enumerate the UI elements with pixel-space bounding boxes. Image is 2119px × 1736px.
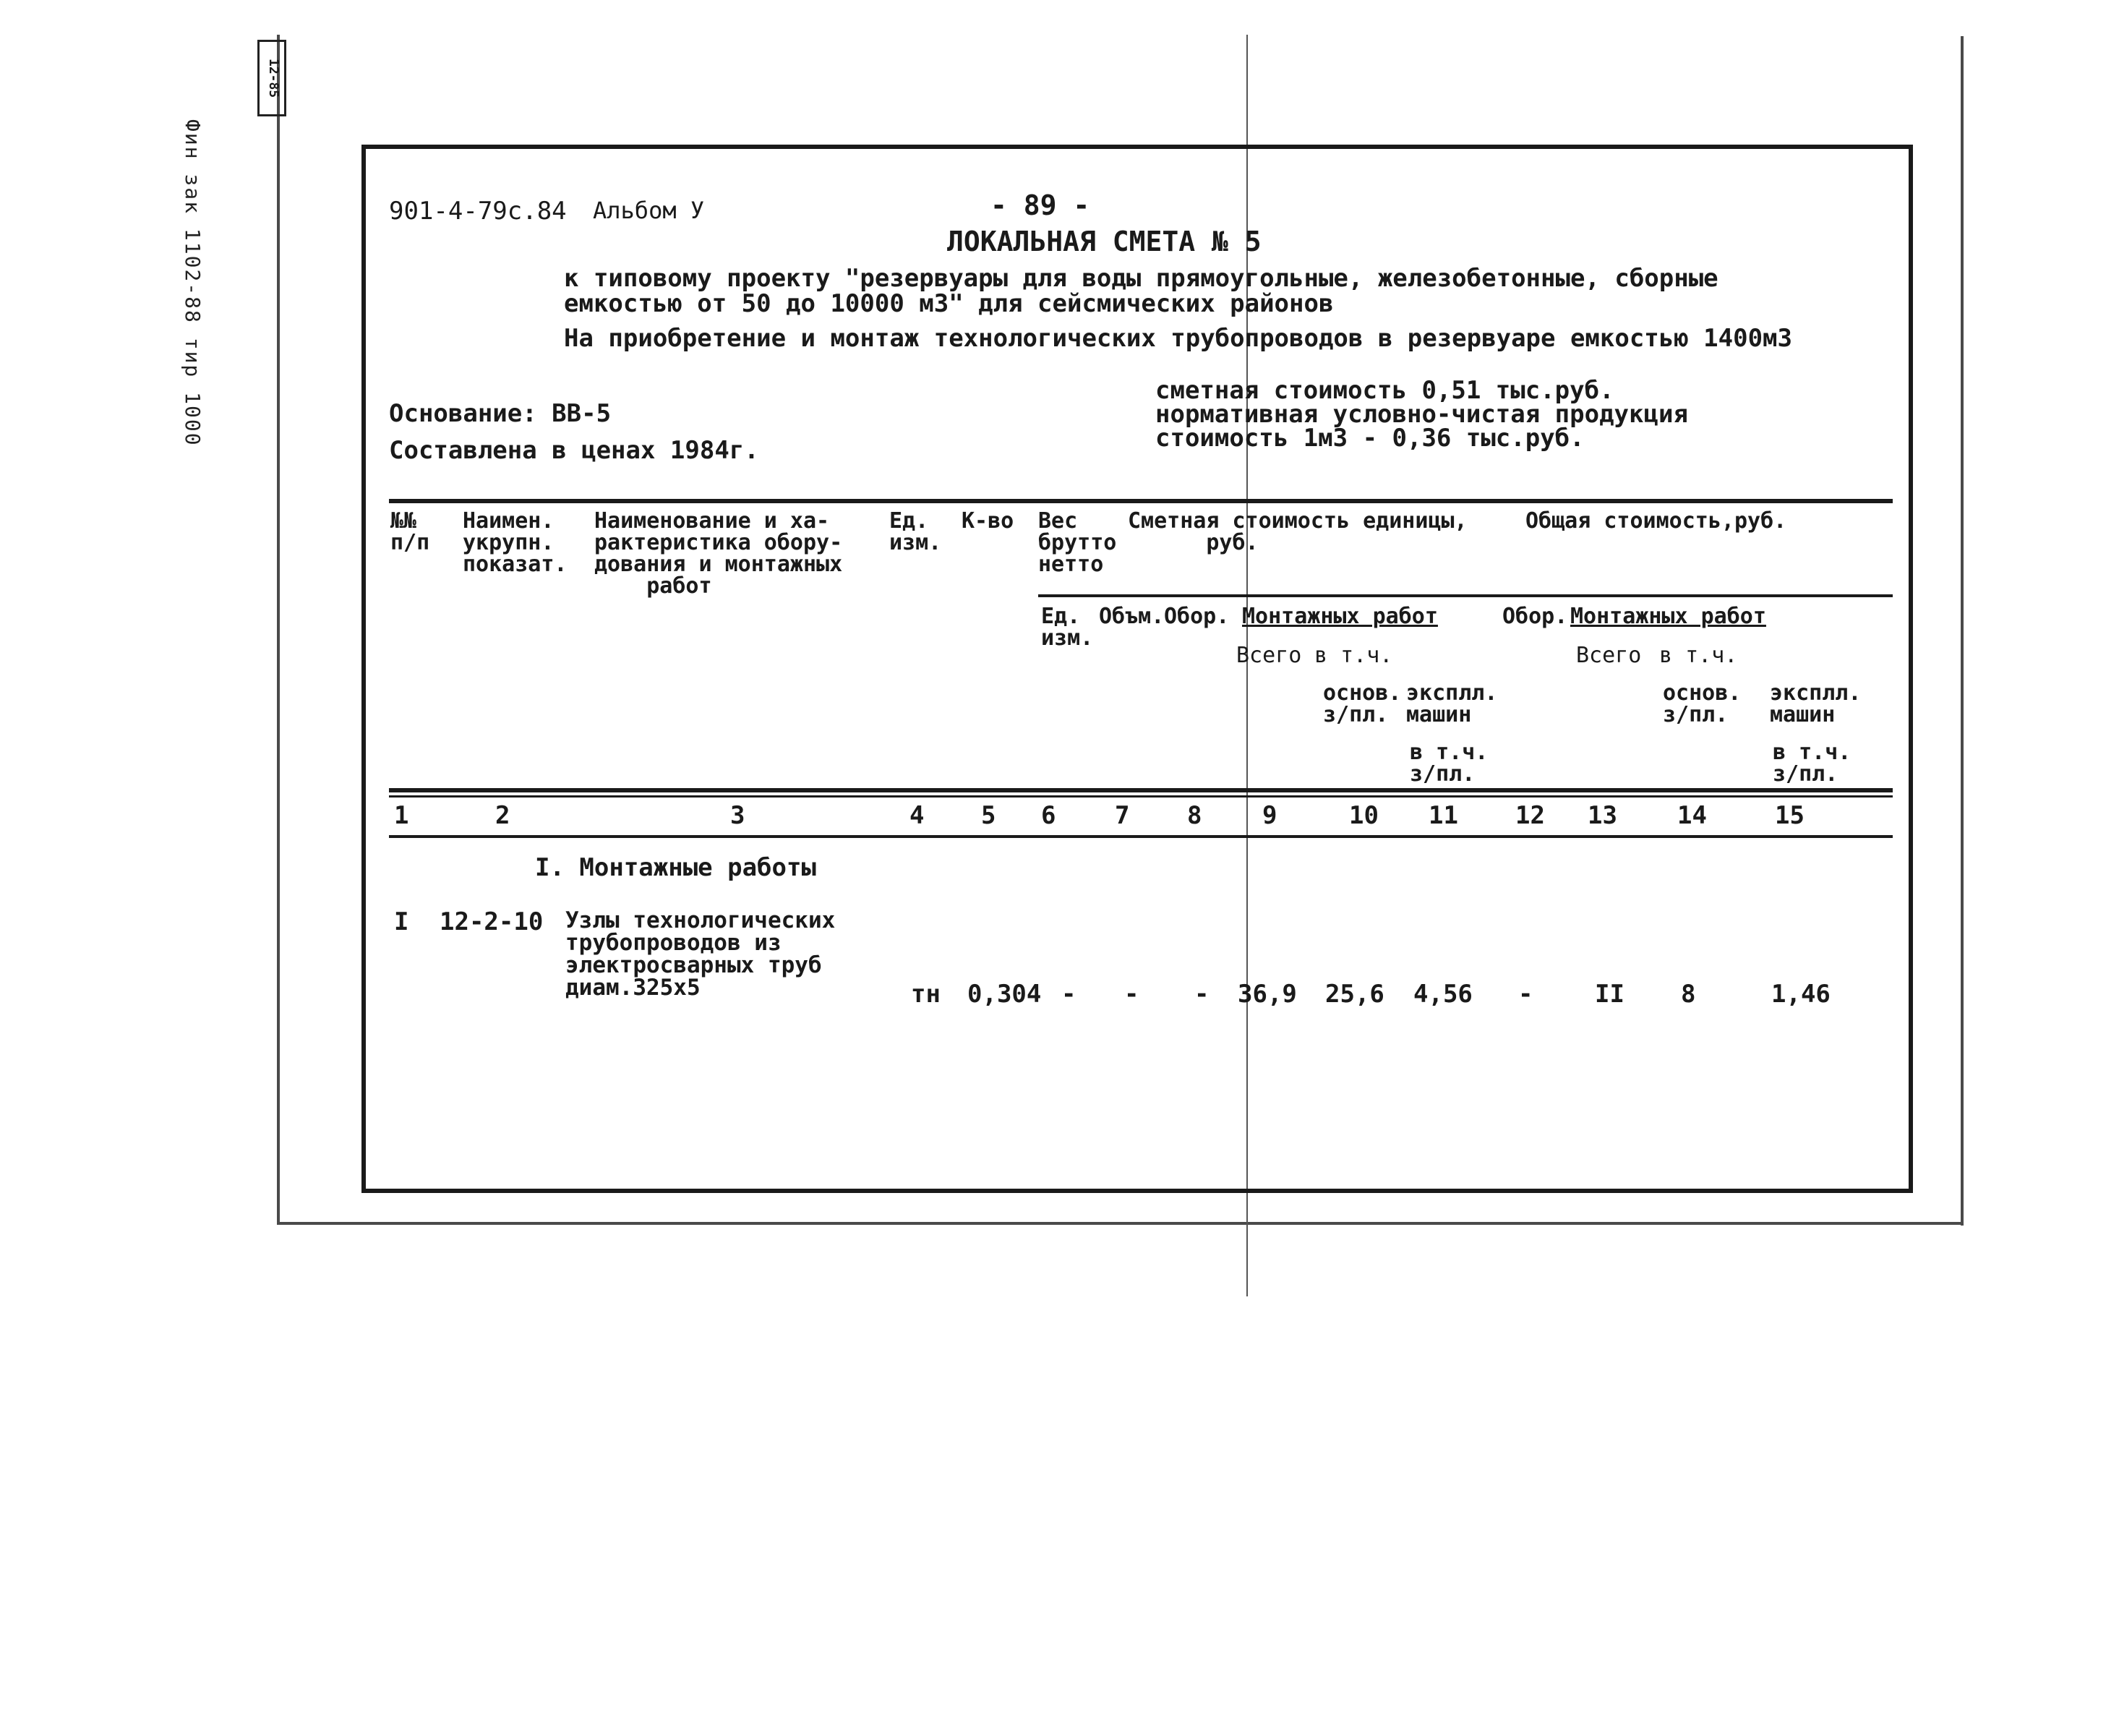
table-sub-rule [1038,594,1893,597]
header-machines: эксплл. машин [1406,680,1498,727]
cell-7: - [1124,980,1139,1009]
subtitle-line-3: На приобретение и монтаж технологических трубопроводов в резервуаре емкостью 1400м3 [564,324,1792,353]
header-basic-wage-2: основ. з/пл. [1663,680,1742,727]
header-unit-meas: Ед. изм. [1041,604,1094,651]
cell-12: - [1518,980,1533,1009]
cell-code: 12-2-10 [440,907,544,936]
normative-product: нормативная условно-чистая продукция [1155,400,1688,429]
header-equip-2: Обор. [1502,604,1568,629]
sheet-border-right [1961,36,1964,1226]
header-volume: Объм. [1099,604,1165,629]
column-number: 5 [981,801,996,830]
column-number: 10 [1349,801,1379,830]
column-number: 1 [394,801,409,830]
header-code: Наимен. укрупн. показат. [463,508,568,577]
header-weight: Вес брутто нетто [1038,508,1117,577]
cost-per-m3: стоимость 1м3 - 0,36 тыс.руб. [1155,424,1585,453]
header-name: Наименование и ха- рактеристика обору- дования и монтажных работ [594,508,843,599]
sheet-border-bottom [277,1222,1964,1225]
cell-10: 25,6 [1325,980,1384,1009]
header-unit: Ед. изм. [889,508,942,555]
cell-15: 1,46 [1771,980,1831,1009]
corner-stamp: 12-85 [257,40,286,116]
header-install-works: Монтажных работ [1242,604,1438,629]
prices-text: Составлена в ценах 1984г. [389,436,759,465]
header-qty: К-во [962,508,1014,534]
column-number: 3 [730,801,745,830]
column-number: 7 [1115,801,1130,830]
column-number: 14 [1677,801,1707,830]
column-number: 15 [1775,801,1805,830]
header-total: Всего [1236,643,1302,668]
cell-unit: тн [911,980,941,1009]
subtitle-line-2: емкостью от 50 до 10000 м3" для сейсмических районов [564,289,1334,318]
cell-num: I [394,907,409,936]
cell-6: - [1061,980,1076,1009]
column-number: 12 [1515,801,1545,830]
cell-9: 36,9 [1238,980,1297,1009]
cell-11: 4,56 [1413,980,1473,1009]
cell-14: 8 [1681,980,1696,1009]
column-number: 11 [1429,801,1458,830]
header-machines-2: эксплл. машин [1770,680,1862,727]
header-bottom-rule [389,788,1893,792]
section-title: I. Монтажные работы [535,853,816,882]
cell-name: Узлы технологических трубопроводов из электросварных труб диам.325х5 [565,907,836,1001]
header-incl-wage: в т.ч. з/пл. [1410,740,1489,787]
column-number: 8 [1187,801,1202,830]
header-incl-wage-2: в т.ч. з/пл. [1773,740,1852,787]
column-numbers-rule [389,835,1893,838]
table-top-rule [389,499,1893,503]
header-num: №№ п/п [390,508,430,555]
print-order-stamp: Фин зак 1102-88 тир 1000 [181,119,205,447]
column-number: 6 [1041,801,1056,830]
header-install-works-2: Монтажных работ [1570,604,1766,629]
header-incl: в т.ч. [1314,643,1393,668]
header-incl-2: в т.ч. [1659,643,1738,668]
document-title: ЛОКАЛЬНАЯ СМЕТА № 5 [947,226,1262,257]
header-total-cost: Общая стоимость,руб. [1525,508,1787,534]
page-number: - 89 - [990,189,1090,221]
column-number: 13 [1588,801,1617,830]
sheet-border-left [277,35,280,1224]
header-basic-wage: основ. з/пл. [1323,680,1402,727]
cell-8: - [1194,980,1210,1009]
header-bottom-rule-2 [389,795,1893,798]
column-number: 4 [909,801,925,830]
estimated-cost: сметная стоимость 0,51 тыс.руб. [1155,376,1614,405]
subtitle-line-1: к типовому проекту "резервуары для воды прямоугольные, железобетонные, сборные [564,264,1718,293]
column-number: 9 [1262,801,1277,830]
cell-qty: 0,304 [967,980,1042,1009]
project-code: 901-4-79с.84 [389,197,567,226]
header-unit-cost: Сметная стоимость единицы, руб. [1128,508,1468,555]
column-number: 2 [495,801,510,830]
header-total-2: Всего [1576,643,1642,668]
cell-13: II [1595,980,1624,1009]
header-equip: Обор. [1164,604,1230,629]
basis-text: Основание: ВВ-5 [389,399,612,428]
album-label: Альбом У [593,197,705,224]
